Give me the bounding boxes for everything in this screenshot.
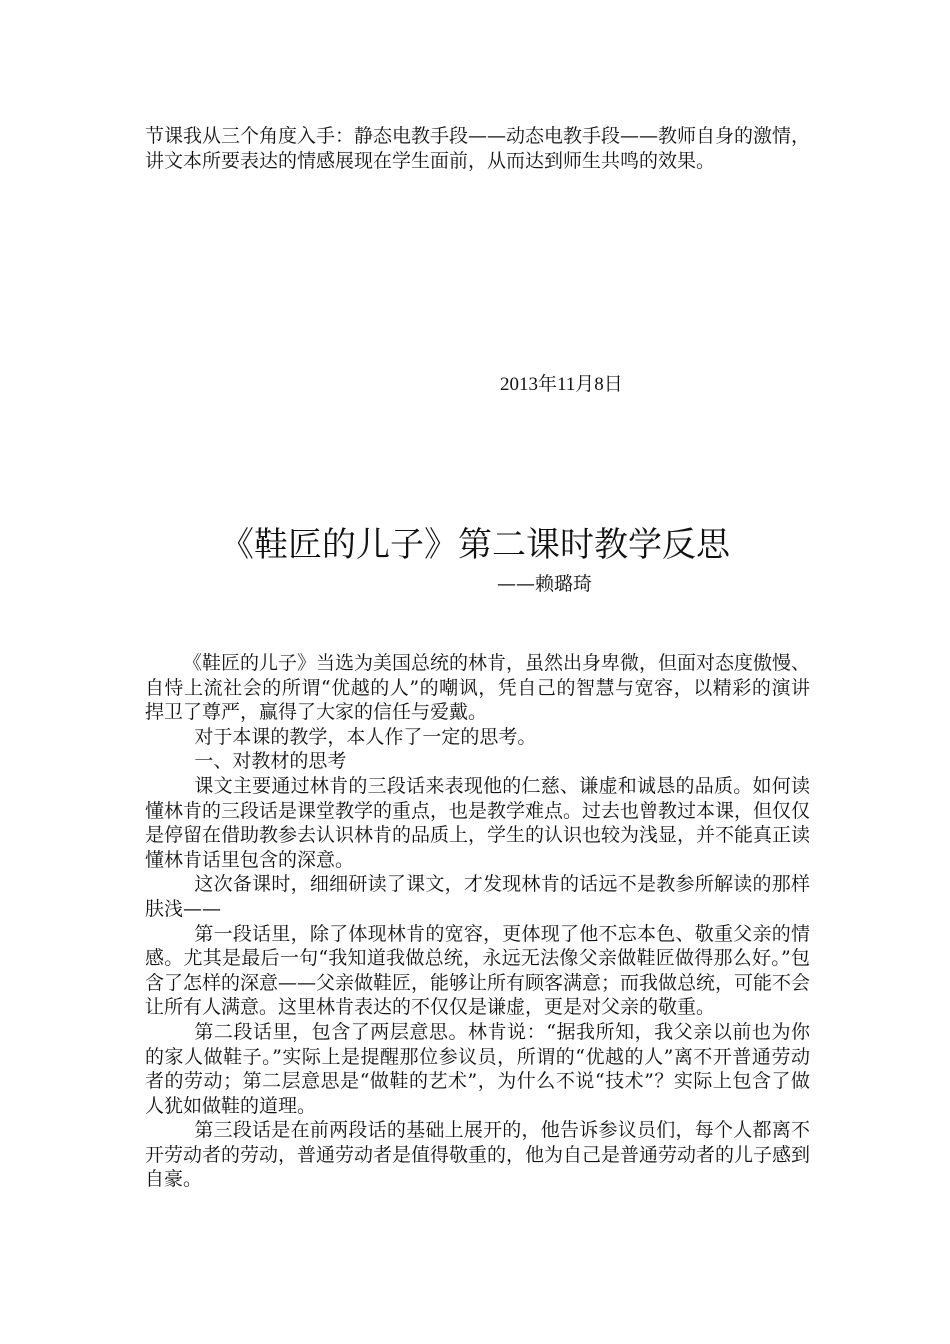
- body-paragraph: 《鞋匠的儿子》当选为美国总统的林肯，虽然出身卑微，但面对态度傲慢、自恃上流社会的所谓“优越的人”的嘲讽，凭自己的智慧与宽容，以精彩的演讲捍卫了尊严，赢得了大家的信任与爱戴。: [145, 652, 811, 724]
- body-paragraph: 对于本课的教学，本人作了一定的思考。: [194, 725, 537, 748]
- body-paragraph: 这次备课时，细细研读了课文，才发现林肯的话远不是教参所解读的那样肤浅——: [145, 873, 810, 920]
- body-paragraph: 第二段话里，包含了两层意思。林肯说：“据我所知，我父亲以前也为你的家人做鞋子。”实际上是提醒那位参议员，所谓的“优越的人”离不开普通劳动者的劳动；第二层意思是“做鞋的艺术”，为什么不说“技术”？实际上包含了做人犹如做鞋的道理。: [145, 1020, 810, 1117]
- intro-paragraph: 节课我从三个角度入手：静态电教手段——动态电教手段——教师自身的激情，讲文本所要表达的情感展现在学生面前，从而达到师生共鸣的效果。: [145, 125, 811, 172]
- body-paragraph: 第一段话里，除了体现林肯的宽容，更体现了他不忘本色、敬重父亲的情感。尤其是最后一句“我知道我做总统，永远无法像父亲做鞋匠做得那么好。”包含了怎样的深意——父亲做鞋匠，能够让所有顾客满意；而我做总统，可能不会让所有人满意。这里林肯表达的不仅仅是谦虚，更是对父亲的敬重。: [145, 922, 811, 1019]
- body-paragraph: 课文主要通过林肯的三段话来表现他的仁慈、谦虚和诚恳的品质。如何读懂林肯的三段话是课堂教学的重点，也是教学难点。过去也曾教过本课，但仅仅是停留在借助教参去认识林肯的品质上，学生的认识也较为浅显，并不能真正读懂林肯话里包含的深意。: [145, 774, 811, 871]
- author-line: ——赖璐琦: [497, 573, 593, 595]
- date-line: 2013年11月8日: [500, 374, 623, 395]
- body-text: [145, 651, 810, 1192]
- body-paragraph: 第三段话是在前两段话的基础上展开的，他告诉参议员们，每个人都离不开劳动者的劳动，普通劳动者是值得敬重的，他为自己是普通劳动者的儿子感到自豪。: [145, 1119, 811, 1191]
- document-title: 《鞋匠的儿子》第二课时教学反思: [220, 525, 730, 565]
- section-heading: 一、对教材的思考: [194, 750, 347, 773]
